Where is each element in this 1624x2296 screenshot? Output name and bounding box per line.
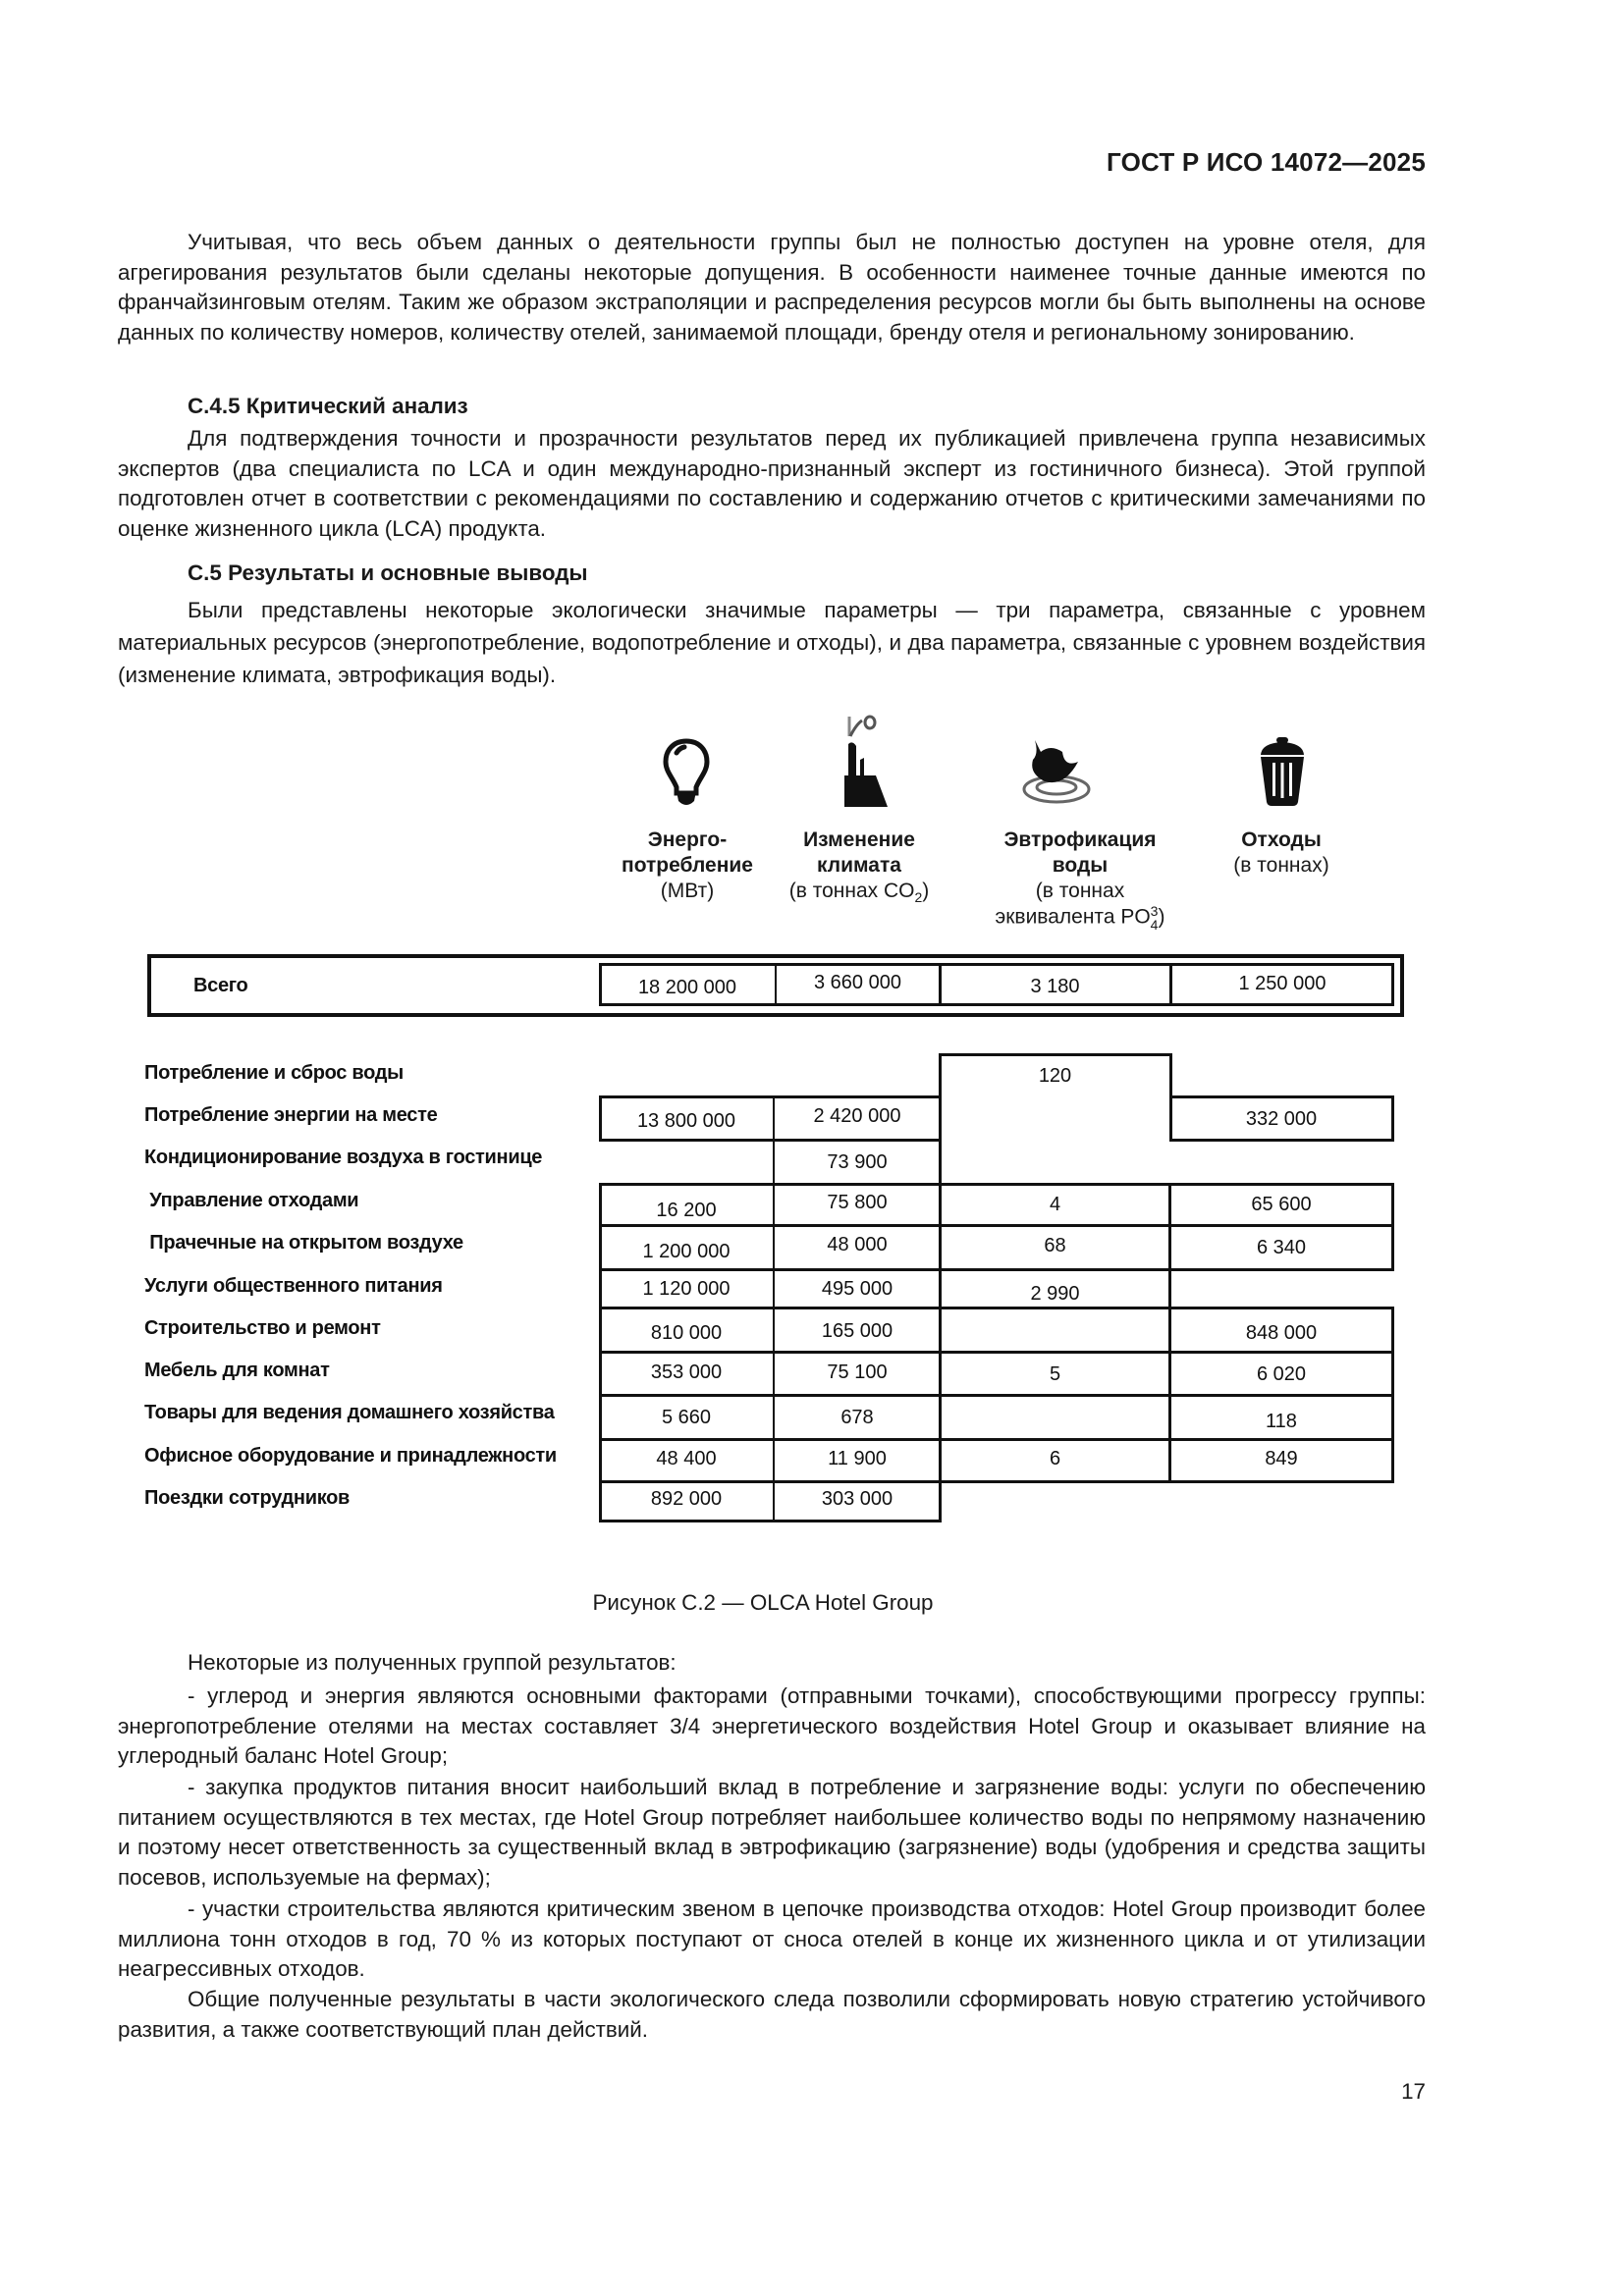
paragraph-results-intro: Были представлены некоторые экологически значимые параметры — три параметра, связанные с уровнем материальных ресурсов (энергопотребление, водопотребление и отходы), и два параметра, связанные с уровнем воздействия (изменение климата, эвтрофикация воды). (118, 598, 1426, 687)
cell-office-eutrophication: 6 (1049, 1447, 1061, 1469)
heading-critical-review: С.4.5 Критический анализ (188, 394, 468, 418)
cell-travel-energy: 892 000 (650, 1487, 723, 1510)
cell-laundry-waste: 6 340 (1256, 1236, 1307, 1258)
cell-office-waste: 849 (1265, 1447, 1298, 1469)
column-header-waste: Отходы (в тоннах) (1233, 828, 1329, 877)
paragraph-bullet-food: - закупка продуктов питания вносит наибольший вклад в потребление и загрязнение воды: услуги по обеспечению питанием осуществляются в тех местах, где Hotel Group потребляет наибольшее количество воды по непрямому назначению и поэтому несет ответственность за существенный вклад в эвтрофикацию (загрязнение) воды (удобрения и средства защиты посевов, используемые на фермах); (118, 1775, 1426, 1890)
document-header: ГОСТ Р ИСО 14072—2025 (1106, 147, 1426, 177)
cell-catering-climate: 495 000 (821, 1277, 893, 1300)
cell-household-climate: 678 (840, 1406, 874, 1428)
cell-catering-energy: 1 120 000 (642, 1277, 731, 1300)
row-label: Услуги общественного питания (144, 1275, 443, 1297)
column-header-energy: Энерго- потребление (МВт) (622, 828, 753, 902)
row-label: Офисное оборудование и принадлежности (144, 1445, 557, 1467)
factory-icon (844, 715, 893, 809)
row-label: Прачечные на открытом воздухе (144, 1232, 463, 1254)
paragraph-bullet-construction: - участки строительства являются критическим звеном в цепочке производства отходов: Hotel Group производит более миллиона тонн отходов в год, 70 % из которых поступают от сноса отелей в конце их жизненного цикла и от утилизации неагрессивных отходов. (118, 1896, 1426, 1982)
column-header-climate: Изменение климата (в тоннах $CO_2$) (788, 828, 930, 906)
total-waste: 1 250 000 (1238, 972, 1326, 994)
cell-wastemgmt-eutrophication: 4 (1049, 1193, 1061, 1215)
cell-onsite-waste: 332 000 (1245, 1107, 1318, 1130)
lightbulb-icon (663, 738, 710, 809)
cell-wastemgmt-climate: 75 800 (827, 1191, 888, 1213)
cell-construction-energy: 810 000 (650, 1321, 723, 1344)
leaf-water-icon (1021, 738, 1092, 805)
cell-onsite-energy: 13 800 000 (636, 1109, 736, 1132)
cell-wastemgmt-energy: 16 200 (656, 1199, 717, 1221)
cell-aircon-climate: 73 900 (827, 1150, 888, 1173)
cell-wastemgmt-waste: 65 600 (1251, 1193, 1312, 1215)
trash-can-icon (1258, 737, 1307, 808)
page-number: 17 (1401, 2079, 1426, 2104)
row-label: Мебель для комнат (144, 1360, 330, 1381)
cell-furniture-climate: 75 100 (827, 1361, 888, 1383)
row-label: Поездки сотрудников (144, 1487, 351, 1509)
row-label: Потребление и сброс воды (144, 1062, 404, 1084)
total-eutrophication: 3 180 (1030, 975, 1080, 997)
column-header-eutrophication: Эвтрофикация воды (в тоннах эквивалента PO 3 4 ) (995, 828, 1165, 933)
row-label: Управление отходами (144, 1190, 359, 1211)
paragraph-critical-review: Для подтверждения точности и прозрачности результатов перед их публикацией привлечена группа независимых экспертов (два специалиста по LCA и один международно-признанный эксперт из гостиничного бизнеса). Этой группой подготовлен отчет в соответствии с рекомендациями по составлению и содержанию отчетов с критическими замечаниями по оценке жизненного цикла (LCA) продукта. (118, 426, 1426, 541)
paragraph-conclusion: Общие полученные результаты в части экологического следа позволили сформировать новую стратегию устойчивого развития, а также соответствующий план действий. (118, 1987, 1426, 2042)
cell-travel-climate: 303 000 (821, 1487, 893, 1510)
heading-results: С.5 Результаты и основные выводы (188, 561, 588, 585)
cell-furniture-waste: 6 020 (1256, 1362, 1307, 1385)
row-label: Кондиционирование воздуха в гостинице (144, 1147, 543, 1168)
row-label: Строительство и ремонт (144, 1317, 381, 1339)
cell-catering-eutrophication: 2 990 (1030, 1282, 1080, 1305)
cell-household-waste: 118 (1266, 1410, 1297, 1432)
paragraph-bullet-carbon: - углерод и энергия являются основными факторами (отправными точками), способствующими прогрессу группы: энергопотребление отелями на местах составляет 3/4 энергетического воздействия Hotel Group и оказывает влияние на углеродный баланс Hotel Group; (118, 1683, 1426, 1769)
cell-office-climate: 11 900 (828, 1447, 887, 1469)
cell-onsite-climate: 2 420 000 (813, 1104, 901, 1127)
row-label: Товары для ведения домашнего хозяйства (144, 1402, 555, 1423)
row-label: Потребление энергии на месте (144, 1104, 438, 1126)
total-climate: 3 660 000 (814, 971, 901, 993)
cell-furniture-eutrophication: 5 (1049, 1362, 1061, 1385)
cell-water-eutrophication: 120 (1038, 1064, 1072, 1087)
cell-furniture-energy: 353 000 (650, 1361, 723, 1383)
paragraph-data-assumptions: Учитывая, что весь объем данных о деятельности группы был не полностью доступен на уровне отеля, для агрегирования результатов были сделаны некоторые допущения. В особенности наименее точные данные имеются по франчайзинговым отелям. Таким же образом экстраполяции и распределения ресурсов могли бы быть выполнены на основе данных по количеству номеров, количеству отелей, занимаемой площади, бренду отеля и региональному зонированию. (118, 230, 1426, 345)
figure-caption: Рисунок С.2 — OLCA Hotel Group (592, 1590, 934, 1615)
cell-household-energy: 5 660 (661, 1406, 712, 1428)
cell-office-energy: 48 400 (656, 1447, 717, 1469)
cell-laundry-energy: 1 200 000 (642, 1240, 731, 1262)
cell-construction-waste: 848 000 (1245, 1321, 1318, 1344)
paragraph-results-intro-list: Некоторые из полученных группой результатов: (188, 1650, 677, 1675)
total-energy: 18 200 000 (637, 976, 737, 998)
cell-construction-climate: 165 000 (821, 1319, 893, 1342)
total-label: Всего (193, 975, 248, 996)
cell-laundry-climate: 48 000 (827, 1233, 888, 1255)
cell-laundry-eutrophication: 68 (1044, 1234, 1066, 1256)
